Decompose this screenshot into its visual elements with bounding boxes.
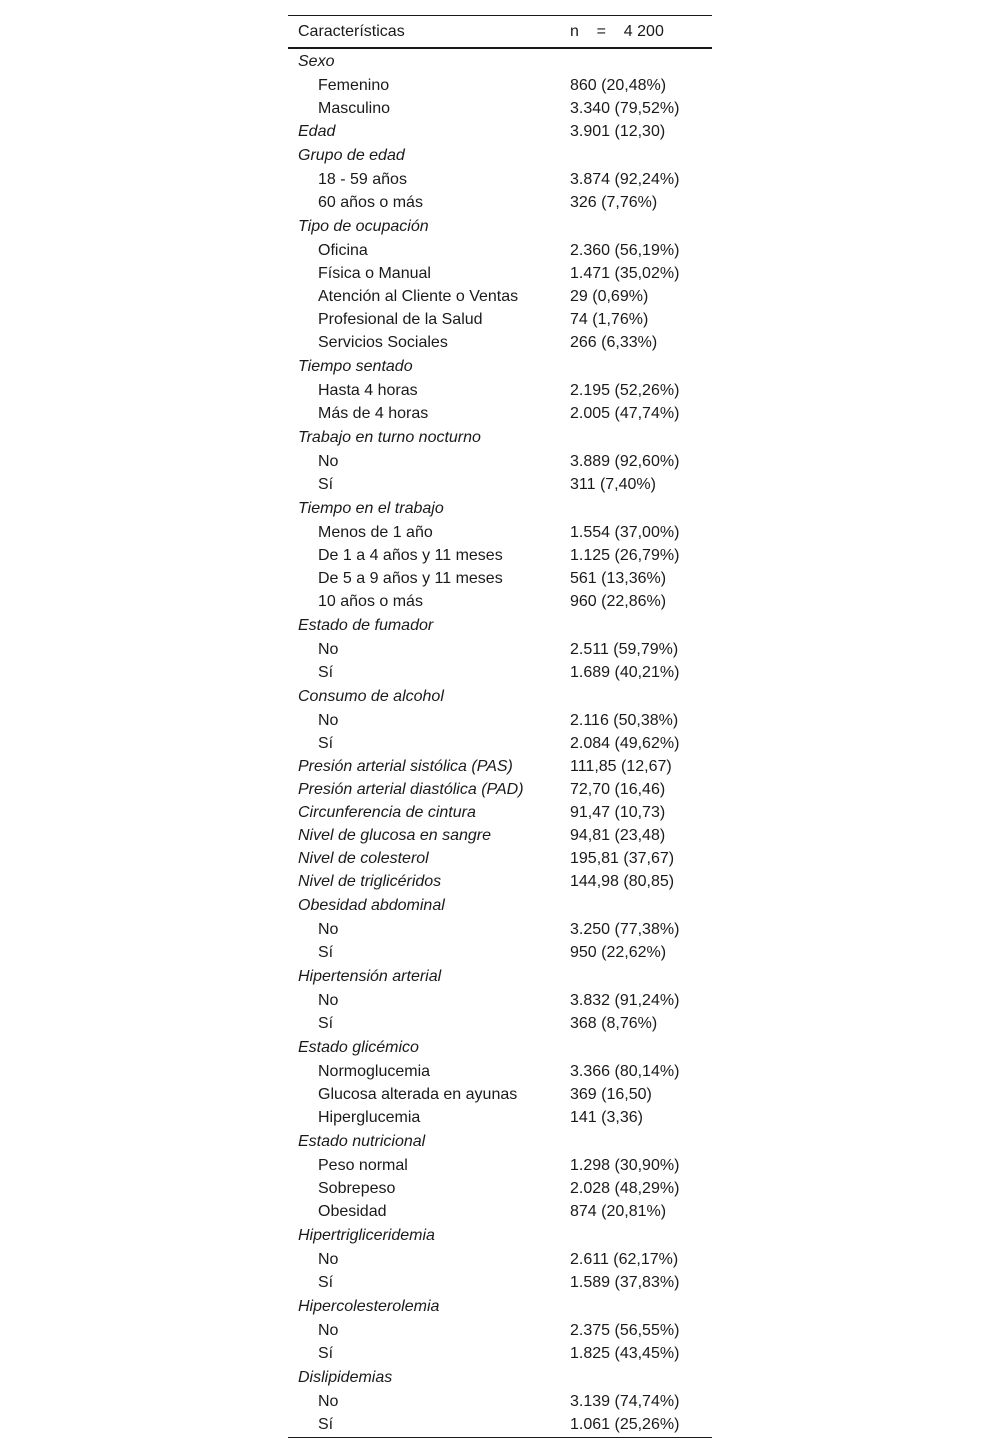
table-row-continuous <box>288 801 712 824</box>
table-row-subcategory <box>288 918 712 941</box>
row-label: Femenino <box>318 77 390 94</box>
table-row-category <box>288 1365 712 1390</box>
row-value: 3.139 (74,74%) <box>570 1393 680 1410</box>
table-row-subcategory <box>288 989 712 1012</box>
table-row-category <box>288 214 712 239</box>
row-value: 874 (20,81%) <box>570 1203 667 1220</box>
table-row-subcategory <box>288 521 712 544</box>
table-row-subcategory <box>288 331 712 354</box>
row-value: 74 (1,76%) <box>570 311 649 328</box>
table-row-category <box>288 613 712 638</box>
row-value <box>560 1223 712 1248</box>
table-row-subcategory <box>288 544 712 567</box>
table-row-category <box>288 425 712 450</box>
table-row-subcategory <box>288 379 712 402</box>
row-label: Sí <box>318 1015 334 1032</box>
table-row-category <box>288 1223 712 1248</box>
row-value <box>560 214 712 239</box>
row-label: Nivel de glucosa en sangre <box>298 827 492 844</box>
row-value: 3.366 (80,14%) <box>570 1063 680 1080</box>
table-row-subcategory <box>288 638 712 661</box>
row-label: Circunferencia de cintura <box>298 804 476 821</box>
table-row-subcategory <box>288 1413 712 1438</box>
row-value: 3.889 (92,60%) <box>570 453 680 470</box>
row-value: 368 (8,76%) <box>570 1015 658 1032</box>
row-value: 91,47 (10,73) <box>570 804 666 821</box>
row-label: 60 años o más <box>318 194 423 211</box>
row-label: Profesional de la Salud <box>318 311 483 328</box>
row-value <box>560 1129 712 1154</box>
row-label: Menos de 1 año <box>318 524 433 541</box>
table-row-subcategory <box>288 168 712 191</box>
row-label: No <box>318 992 339 1009</box>
row-label: Sexo <box>298 53 335 70</box>
row-label: Sí <box>318 664 334 681</box>
table-row-category <box>288 143 712 168</box>
table-row-subcategory <box>288 732 712 755</box>
table-header-row <box>288 16 712 49</box>
row-value: 141 (3,36) <box>570 1109 643 1126</box>
row-value: 1.298 (30,90%) <box>570 1157 680 1174</box>
row-label: Tiempo sentado <box>298 358 413 375</box>
row-label: Sí <box>318 476 334 493</box>
row-value <box>560 425 712 450</box>
table-row-continuous <box>288 755 712 778</box>
table-row-subcategory <box>288 567 712 590</box>
row-value <box>560 964 712 989</box>
table-row-subcategory <box>288 1083 712 1106</box>
table-row-subcategory <box>288 308 712 331</box>
row-value <box>560 893 712 918</box>
row-value: 144,98 (80,85) <box>570 873 675 890</box>
row-label: No <box>318 1251 339 1268</box>
row-label: Edad <box>298 123 336 140</box>
row-value: 2.116 (50,38%) <box>570 712 679 729</box>
row-value <box>560 354 712 379</box>
table-row-subcategory <box>288 97 712 120</box>
row-value: 960 (22,86%) <box>570 593 667 610</box>
row-value: 369 (16,50) <box>570 1086 652 1103</box>
characteristics-table-container <box>288 15 712 1438</box>
table-row-subcategory <box>288 661 712 684</box>
table-row-subcategory <box>288 285 712 308</box>
row-label: Hipercolesterolemia <box>298 1298 440 1315</box>
row-value <box>560 1365 712 1390</box>
row-label: Trabajo en turno nocturno <box>298 429 481 446</box>
row-value: 1.554 (37,00%) <box>570 524 680 541</box>
row-value: 2.028 (48,29%) <box>570 1180 680 1197</box>
row-label: Sí <box>318 944 334 961</box>
row-label: Sí <box>318 1416 334 1433</box>
table-row-subcategory <box>288 450 712 473</box>
row-label: Nivel de triglicéridos <box>298 873 442 890</box>
table-row-subcategory <box>288 74 712 97</box>
row-label: Hipertrigliceridemia <box>298 1227 435 1244</box>
row-value: 1.825 (43,45%) <box>570 1345 680 1362</box>
row-label: Masculino <box>318 100 391 117</box>
row-label: Obesidad <box>318 1203 387 1220</box>
table-row-category <box>288 1129 712 1154</box>
row-label: Consumo de alcohol <box>298 688 444 705</box>
row-label: Atención al Cliente o Ventas <box>318 288 519 305</box>
row-label: Hasta 4 horas <box>318 382 418 399</box>
table-row-continuous <box>288 870 712 893</box>
row-label: Hiperglucemia <box>318 1109 421 1126</box>
row-value: 1.589 (37,83%) <box>570 1274 680 1291</box>
row-value <box>560 1294 712 1319</box>
table-row-subcategory <box>288 402 712 425</box>
row-value <box>560 684 712 709</box>
row-value: 1.689 (40,21%) <box>570 664 680 681</box>
row-label: Grupo de edad <box>298 147 405 164</box>
table-row-category <box>288 496 712 521</box>
row-value: 3.874 (92,24%) <box>570 171 680 188</box>
row-value <box>560 143 712 168</box>
row-label: Presión arterial sistólica (PAS) <box>298 758 513 775</box>
row-label: Glucosa alterada en ayunas <box>318 1086 518 1103</box>
row-value: 3.832 (91,24%) <box>570 992 680 1009</box>
row-label: Tipo de ocupación <box>298 218 429 235</box>
table-header <box>288 16 712 49</box>
row-value: 561 (13,36%) <box>570 570 667 587</box>
table-row-subcategory <box>288 1200 712 1223</box>
row-label: Sí <box>318 1345 334 1362</box>
row-value: 3.340 (79,52%) <box>570 100 680 117</box>
row-label: No <box>318 712 339 729</box>
table-row-continuous <box>288 120 712 143</box>
row-value: 72,70 (16,46) <box>570 781 666 798</box>
row-label: Nivel de colesterol <box>298 850 429 867</box>
table-row-category <box>288 48 712 74</box>
row-value: 2.360 (56,19%) <box>570 242 680 259</box>
row-label: Dislipidemias <box>298 1369 393 1386</box>
row-value: 3.250 (77,38%) <box>570 921 680 938</box>
row-value: 2.005 (47,74%) <box>570 405 680 422</box>
row-label: De 5 a 9 años y 11 meses <box>318 570 503 587</box>
row-label: 10 años o más <box>318 593 423 610</box>
table-row-subcategory <box>288 1248 712 1271</box>
row-value <box>560 48 712 74</box>
row-value: 266 (6,33%) <box>570 334 658 351</box>
row-label: No <box>318 1322 339 1339</box>
header-characteristics: Características <box>298 22 405 40</box>
row-label: Sí <box>318 1274 334 1291</box>
table-row-subcategory <box>288 709 712 732</box>
table-row-subcategory <box>288 473 712 496</box>
table-row-subcategory <box>288 239 712 262</box>
characteristics-table <box>288 15 712 1438</box>
row-label: No <box>318 921 339 938</box>
table-row-subcategory <box>288 590 712 613</box>
table-row-subcategory <box>288 1154 712 1177</box>
row-value <box>560 1035 712 1060</box>
row-value: 950 (22,62%) <box>570 944 667 961</box>
table-row-continuous <box>288 778 712 801</box>
row-label: Peso normal <box>318 1157 408 1174</box>
row-value: 1.125 (26,79%) <box>570 547 680 564</box>
row-label: No <box>318 1393 339 1410</box>
header-sample-size: n = 4 200 <box>570 22 664 40</box>
row-value <box>560 613 712 638</box>
table-row-category <box>288 354 712 379</box>
table-row-subcategory <box>288 262 712 285</box>
row-label: 18 - 59 años <box>318 171 407 188</box>
row-value: 311 (7,40%) <box>570 476 656 493</box>
row-value: 860 (20,48%) <box>570 77 667 94</box>
row-label: Estado glicémico <box>298 1039 419 1056</box>
table-row-subcategory <box>288 1177 712 1200</box>
table-row-subcategory <box>288 1012 712 1035</box>
row-value: 2.375 (56,55%) <box>570 1322 680 1339</box>
table-row-continuous <box>288 847 712 870</box>
row-label: Tiempo en el trabajo <box>298 500 444 517</box>
row-value: 94,81 (23,48) <box>570 827 666 844</box>
row-value: 1.471 (35,02%) <box>570 265 680 282</box>
row-value: 2.511 (59,79%) <box>570 641 679 658</box>
table-row-subcategory <box>288 191 712 214</box>
row-label: No <box>318 641 339 658</box>
table-row-subcategory <box>288 1106 712 1129</box>
row-label: Sí <box>318 735 334 752</box>
row-label: Servicios Sociales <box>318 334 448 351</box>
row-value: 111,85 (12,67) <box>570 758 672 775</box>
row-label: Hipertensión arterial <box>298 968 442 985</box>
row-value: 3.901 (12,30) <box>570 123 666 140</box>
row-label: Física o Manual <box>318 265 431 282</box>
row-value: 326 (7,76%) <box>570 194 658 211</box>
row-value: 2.611 (62,17%) <box>570 1251 679 1268</box>
row-label: Estado nutricional <box>298 1133 426 1150</box>
row-value: 29 (0,69%) <box>570 288 649 305</box>
row-label: Oficina <box>318 242 368 259</box>
table-row-subcategory <box>288 1319 712 1342</box>
table-row-category <box>288 1035 712 1060</box>
row-label: No <box>318 453 339 470</box>
table-row-category <box>288 964 712 989</box>
row-label: Estado de fumador <box>298 617 434 634</box>
table-row-subcategory <box>288 1271 712 1294</box>
table-row-subcategory <box>288 1060 712 1083</box>
row-label: Normoglucemia <box>318 1063 431 1080</box>
table-row-category <box>288 684 712 709</box>
row-value: 2.084 (49,62%) <box>570 735 680 752</box>
table-row-subcategory <box>288 1342 712 1365</box>
row-value: 195,81 (37,67) <box>570 850 675 867</box>
row-label: De 1 a 4 años y 11 meses <box>318 547 503 564</box>
table-row-category <box>288 893 712 918</box>
row-label: Obesidad abdominal <box>298 897 445 914</box>
row-value: 2.195 (52,26%) <box>570 382 680 399</box>
table-body <box>288 48 712 1438</box>
table-row-subcategory <box>288 941 712 964</box>
row-label: Presión arterial diastólica (PAD) <box>298 781 524 798</box>
row-label: Más de 4 horas <box>318 405 429 422</box>
table-row-subcategory <box>288 1390 712 1413</box>
table-row-continuous <box>288 824 712 847</box>
row-label: Sobrepeso <box>318 1180 396 1197</box>
row-value: 1.061 (25,26%) <box>570 1416 680 1433</box>
row-value <box>560 496 712 521</box>
table-row-category <box>288 1294 712 1319</box>
